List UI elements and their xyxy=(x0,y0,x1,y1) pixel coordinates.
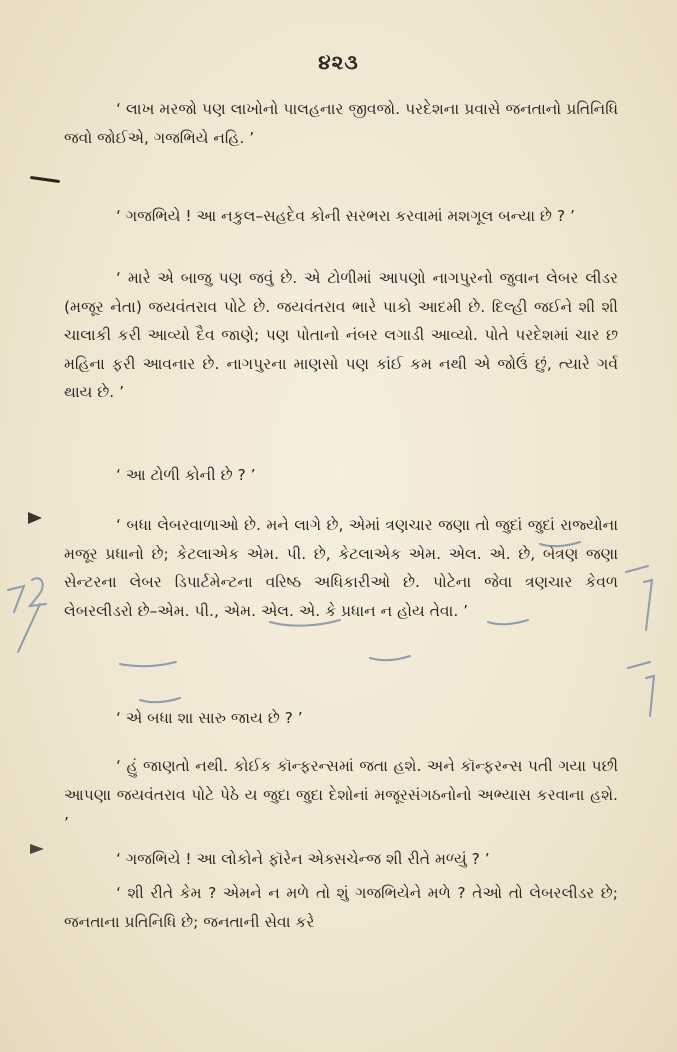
paragraph-8: ‘ ગજભિયે ! આ લોકોને ફૉરેન એક્સચેન્જ શી રીતે મળ્યું ? ’ xyxy=(116,850,490,868)
margin-arrow-mark xyxy=(28,512,42,524)
pencil-underline-3 xyxy=(370,656,410,660)
pencil-bracket-right-2 xyxy=(628,662,654,716)
page-number: ૪૨૩ xyxy=(318,50,359,74)
paragraph-2: ‘ ગજભિયે ! આ નકુલ–સહદેવ કોની સરભરા કરવામાં મશગૂલ બન્યા છે ? ’ xyxy=(116,207,575,225)
margin-dash-mark xyxy=(30,176,60,183)
paragraph-9: ‘ શી રીતે કેમ ? એમને ન મળે તો શું ગજભિયેને મળે ? તેઓ તો લેબરલીડર છે; જનતાના પ્રતિનિધિ છે; જનતાની સેવા કરે xyxy=(64,884,618,931)
paragraph-6: ‘ એ બધા શા સારુ જાય છે ? ’ xyxy=(116,709,303,727)
pencil-scribble-left xyxy=(8,578,46,652)
paragraph-5: ‘ બધા લેબરવાળાઓ છે. મને લાગે છે, એમાં ત્રણચાર જણા તો જુદાં જુદાં રાજ્યોના મજૂર પ્રધાનો છે; કેટલાએક એમ. પી. છે, કેટલાએક એમ. એલ. એ. છે, બેત્રણ જણા સેન્ટરના લેબર ડિપાર્ટમેન્ટના વરિષ્ઠ અધિકારીઓ છે. પોટેના જેવા ત્રણચાર કેવળ લેબરલીડરો છે–એમ. પી., એમ. એલ. એ. કે પ્રધાન ન હોય તેવા. ’ xyxy=(64,516,618,620)
paragraph-1: ‘ લાખ મરજો પણ લાખોનો પાલહનાર જીવજો. પરદેશના પ્રવાસે જનતાનો પ્રતિનિધિ જવો જોઈએ, ગજભિયે નહિ. ’ xyxy=(64,100,618,147)
paragraph-4: ‘ આ ટોળી કોની છે ? ’ xyxy=(116,466,256,484)
paragraph-3: ‘ મારે એ બાજુ પણ જવું છે. એ ટોળીમાં આપણો નાગપુરનો જુવાન લેબર લીડર (મજૂર નેતા) જયવંતરાવ પોટે છે. જયવંતરાવ ભારે પાકો આદમી છે. દિલ્હી જઈને શી શી ચાલાકી કરી આવ્યો દૈવ જાણે; પણ પોતાનો નંબર લગાડી આવ્યો. પોતે પરદેશમાં ચાર છ મહિના ફરી આવનાર છે. નાગપુરના માણસો પણ કાંઈ કમ નથી એ જોઉં છું, ત્યારે ગર્વ થાય છે. ’ xyxy=(64,269,618,401)
pencil-underline-4 xyxy=(120,662,176,666)
margin-arrow-mark xyxy=(30,844,44,854)
paragraph-7: ‘ હું જાણતો નથી. કોઈક કૉન્ફરન્સમાં જતા હશે. અને કૉન્ફરન્સ પતી ગયા પછી આપણા જયવંતરાવ પોટે પેઠે ય જુદા જુદા દેશોનાં મજૂરસંગઠનોનો અભ્યાસ કરવાના હશે. ’ xyxy=(64,757,618,832)
pencil-bracket-right-1 xyxy=(626,566,652,630)
pencil-underline-5 xyxy=(140,698,180,702)
